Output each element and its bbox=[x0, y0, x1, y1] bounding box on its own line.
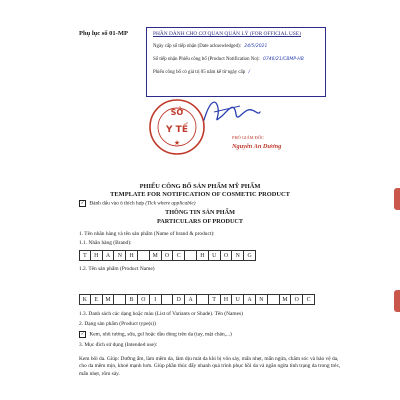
product-letter bbox=[162, 294, 174, 305]
tick-instruction bbox=[79, 200, 196, 207]
item-1-1-label: 1.1. Nhãn hàng (Brand): bbox=[79, 240, 132, 246]
tick-instruction-en: (Tick where applicable) bbox=[145, 200, 196, 207]
intended-use-text: Kem bôi da. Giúp: Dưỡng ẩm, làm mềm da, làm dịu mát da khi bị vôn sảy, mẩn nhẹt, mẩn ngứa, chăm sóc và bảo vệ da, cho da mềm mịn, khoẻ mạnh hơn. Giúp phần thúc đẩy nhanh quá trình phục hồi da và ngăn ngừa tình trạng da trong trẻc, mẩn nhẹt, rôm sảy. bbox=[79, 356, 341, 377]
brand-letter bbox=[138, 250, 150, 261]
document-title-en: TEMPLATE FOR NOTIFICATION OF COSMETIC PRODUCT bbox=[110, 191, 290, 198]
brand-letter: T bbox=[79, 250, 91, 261]
receipt-date-line bbox=[153, 44, 267, 49]
stamp-center-text: Y TẾ bbox=[166, 125, 188, 135]
product-letter: N bbox=[256, 294, 268, 305]
brand-letter bbox=[185, 250, 197, 261]
notification-number-label: Số tiếp nhận Phiếu công bố (Product Notification No): bbox=[153, 57, 260, 62]
product-letter bbox=[114, 294, 126, 305]
brand-letter-boxes bbox=[79, 250, 256, 261]
official-heading: PHẦN DÀNH CHO CƠ QUAN QUẢN LÝ (FOR OFFICIAL USE) bbox=[153, 31, 301, 37]
official-seal-stamp bbox=[148, 98, 206, 156]
notification-number-line bbox=[153, 57, 304, 62]
brand-letter: M bbox=[150, 250, 162, 261]
product-letter bbox=[268, 294, 280, 305]
product-letter: T bbox=[209, 294, 221, 305]
product-letter: I bbox=[150, 294, 162, 305]
brand-letter: O bbox=[162, 250, 174, 261]
product-letter: C bbox=[303, 294, 315, 305]
item-1-label: 1. Tên nhãn hàng và tên sản phẩm (Name of brand & product): bbox=[79, 231, 215, 237]
brand-letter: O bbox=[221, 250, 233, 261]
receipt-date-label: Ngày cấp số tiếp nhận (Date acknowledged): bbox=[153, 44, 241, 49]
signer-role: PHÓ GIÁM ĐỐC bbox=[232, 135, 264, 140]
checkbox-checked-icon: ✓ bbox=[80, 332, 85, 337]
section-title-en: PARTICULARS OF PRODUCT bbox=[156, 218, 244, 225]
product-letter-boxes bbox=[79, 294, 315, 305]
item-2-choice bbox=[79, 331, 232, 338]
brand-letter: N bbox=[114, 250, 126, 261]
product-letter: O bbox=[138, 294, 150, 305]
product-letter: A bbox=[244, 294, 256, 305]
validity-line bbox=[153, 70, 250, 75]
brand-letter: G bbox=[244, 250, 256, 261]
handwritten-signature bbox=[200, 94, 264, 128]
product-letter: M bbox=[280, 294, 292, 305]
notification-number-value: 0746/21/CBMP-HB bbox=[263, 57, 304, 62]
brand-letter: H bbox=[126, 250, 138, 261]
brand-letter: C bbox=[173, 250, 185, 261]
product-letter: U bbox=[232, 294, 244, 305]
receipt-date-value: 24/5/2021 bbox=[244, 44, 268, 49]
official-use-box bbox=[146, 27, 326, 97]
product-letter: B bbox=[126, 294, 138, 305]
item-1-3-label: 1.3. Danh sách các dạng hoặc màu (List of Variants or Shade). Tên (Names) bbox=[79, 311, 243, 317]
item-3-label: 3. Mục đích sử dụng (Intended use): bbox=[79, 342, 158, 348]
product-letter: O bbox=[291, 294, 303, 305]
brand-letter: N bbox=[232, 250, 244, 261]
red-edge-mark bbox=[394, 290, 400, 312]
brand-letter: A bbox=[103, 250, 115, 261]
brand-letter: U bbox=[209, 250, 221, 261]
checkbox-checked-icon: ✓ bbox=[80, 201, 85, 206]
section-title-vn: THÔNG TIN SẢN PHẨM bbox=[165, 209, 235, 216]
product-letter: M bbox=[103, 294, 115, 305]
red-edge-mark bbox=[394, 188, 400, 210]
signer-name: Nguyễn An Dương bbox=[232, 143, 282, 150]
appendix-label: Phụ lục số 01-MP bbox=[79, 30, 128, 37]
product-letter: E bbox=[91, 294, 103, 305]
product-letter: A bbox=[185, 294, 197, 305]
validity-label: Phiếu công bố có giá trị 05 năm kể từ ngày cấp bbox=[153, 70, 246, 75]
item-2-label: 2. Dạng sản phẩm (Product type(s)) bbox=[79, 321, 156, 327]
product-letter: K bbox=[79, 294, 91, 305]
tick-instruction-vn: Đánh dấu vào ô thích hợp bbox=[89, 200, 145, 207]
item-1-2-label: 1.2. Tên sản phẩm (Product Name) bbox=[79, 266, 155, 272]
brand-letter: H bbox=[197, 250, 209, 261]
validity-value: / bbox=[248, 70, 250, 75]
product-letter: H bbox=[221, 294, 233, 305]
stamp-star-icon: ★ bbox=[173, 139, 181, 147]
stamp-top-text: SỞ bbox=[170, 108, 184, 117]
brand-letter: H bbox=[91, 250, 103, 261]
document-title-vn: PHIẾU CÔNG BỐ SẢN PHẨM MỸ PHẨM bbox=[139, 183, 261, 190]
product-letter bbox=[197, 294, 209, 305]
item-2-choice-text: Kem, nhũ tương, sữa, gel hoặc dầu dùng trên da (tay, mặt chân,...) bbox=[89, 331, 232, 338]
product-letter: D bbox=[173, 294, 185, 305]
